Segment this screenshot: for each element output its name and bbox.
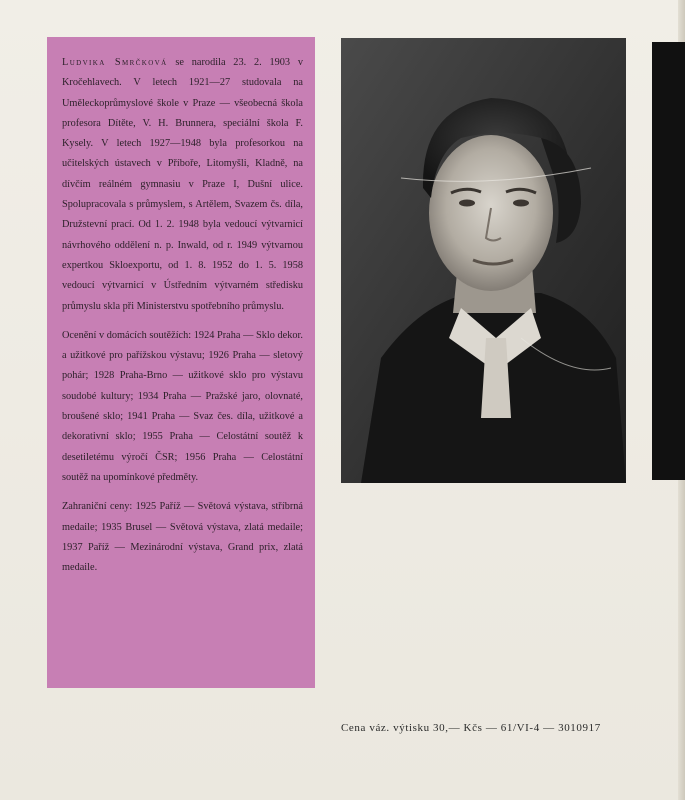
price-line: Cena váz. výtisku 30,— Kčs — 61/VI-4 — 3010917: [341, 722, 601, 734]
author-name: Ludvika Smrčková: [62, 57, 168, 68]
domestic-awards: Ocenění v domácích soutěžích: 1924 Praha — Sklo dekor. a užitkové pro pařížskou výstavu; 1926 Praha — sletový pohár; 1928 Praha-Brno — užitkové sklo pro výstavu soudobé kultury; 1934 Praha — Pražské jaro, olovnaté, broušené sklo; 1941 Praha — Svaz čes. díla, užitkové a dekorativní sklo; 1955 Praha — Celostátní soutěž k desetiletému výročí ČSR; 1956 Praha — Celostátní soutěž na upomínkové předměty.: [62, 329, 303, 483]
black-bar: [652, 42, 685, 480]
biography-intro-text: se narodila 23. 2. 1903 v Kročehlavech. V letech 1921—27 studovala na Uměleckoprůmyslové škole v Praze — všeobecná škola profesora Dítěte, V. H. Brunnera, speciální škola F. Kysely. V letech 1927—1948 byla profesorkou na učitelských ústavech v Příboře, Litomyšli, Kladně, na dívčím reálném gymnasiu v Praze I, Dušní ulice. Spolupracovala s průmyslem, s Artělem, Svazem čs. díla, Družstevní prací. Od 1. 2. 1948 byla vedoucí výtvarnicí návrhového oddělení n. p. Inwald, od r. 1949 výtvarnou expertkou Skloexportu, od 1. 8. 1952 do 1. 5. 1958 vedoucí výtvarnicí v Ústředním výtvarném středisku průmyslu skla při Ministerstvu spotřebního průmyslu.: [62, 57, 303, 312]
author-portrait-photo: [341, 38, 626, 483]
biography-panel: [47, 37, 315, 688]
foreign-awards: Zahraniční ceny: 1925 Paříž — Světová výstava, stříbrná medaile; 1935 Brusel — Světová výstava, zlatá medaile; 1937 Paříž — Mezinárodní výstava, Grand prix, zlatá medaile.: [62, 501, 303, 574]
biography-intro: [62, 53, 303, 317]
portrait-image: [341, 38, 626, 483]
